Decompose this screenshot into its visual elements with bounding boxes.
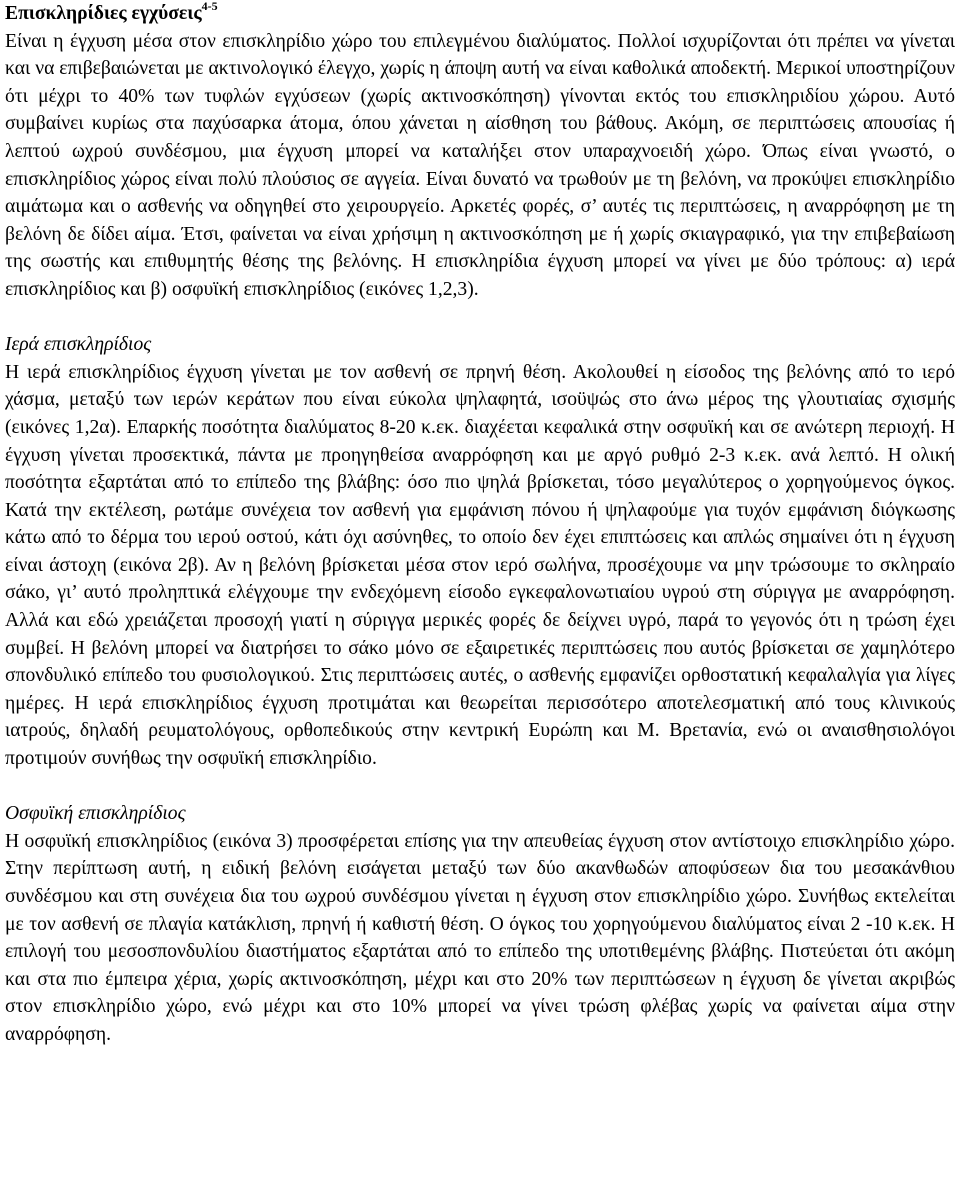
document-page — [5, 0, 955, 1049]
lumbar-epidural-paragraph: Η οσφυϊκή επισκληρίδιος (εικόνα 3) προσφέρεται επίσης για την απευθείας έγχυση στον αντίστοιχο επισκληρίδιο χώρο. Στην περίπτωση αυτή, η ειδική βελόνη εισάγεται μεταξύ των δύο ακανθωδών αποφύσεων δια του μεσακάνθιου συνδέσμου και στη συνέχεια δια του ωχρού συνδέσμου γίνεται η έγχυση στον επισκληρίδιο χώρο. Συνήθως εκτελείται με τον ασθενή σε πλαγία κατάκλιση, πρηνή ή καθιστή θέση. Ο όγκος του χορηγούμενου διαλύματος είναι 2 -10 κ.εκ. Η επιλογή του μεσοσπονδυλίου διαστήματος εξαρτάται από το επίπεδο της υποτιθεμένης βλάβης. Πιστεύεται ότι ακόμη και στα πιο έμπειρα χέρια, χωρίς ακτινοσκόπηση, μέχρι και στο 20% των περιπτώσεων η έγχυση δε γίνεται ακριβώς στον επισκληρίδιο χώρο, ενώ μέχρι και στο 10% μπορεί να γίνει τρώση φλέβας χωρίς να φαίνεται αίμα στην αναρρόφηση. — [5, 830, 955, 1045]
subheading-sacral-epidural: Ιερά επισκληρίδιος — [5, 334, 152, 356]
paragraph-spacer — [5, 304, 955, 332]
intro-paragraph: Είναι η έγχυση μέσα στον επισκληρίδιο χώρο του επιλεγμένου διαλύματος. Πολλοί ισχυρίζονται ότι πρέπει να γίνεται και να επιβεβαιώνεται με ακτινολογικό έλεγχο, χωρίς η άποψη αυτή να είναι καθολικά αποδεκτή. Μερικοί υποστηρίζουν ότι μέχρι το 40% των τυφλών εγχύσεων (χωρίς ακτινοσκόπηση) γίνονται εκτός του επισκληριδίου χώρου. Αυτό συμβαίνει κυρίως στα παχύσαρκα άτομα, όπου χάνεται η αίσθηση του βάθους. Ακόμη, σε περιπτώσεις απουσίας ή λεπτού ωχρού συνδέσμου, μια έγχυση μπορεί να καταλήξει στον υπαραχνοειδή χώρο. Όπως είναι γνωστό, ο επισκληρίδιος χώρος είναι πολύ πλούσιος σε αγγεία. Είναι δυνατό να τρωθούν με τη βελόνη, να προκύψει επισκληρίδιο αιμάτωμα και ο ασθενής να οδηγηθεί στο χειρουργείο. Αρκετές φορές, σ’ αυτές τις περιπτώσεις, η αναρρόφηση με τη βελόνη δε δίδει αίμα. Έτσι, φαίνεται να είναι χρήσιμη η ακτινοσκόπηση με ή χωρίς σκιαγραφικό, για την επιβεβαίωση της σωστής και επιθυμητής θέσης της βελόνης. Η επισκληρίδια έγχυση μπορεί να γίνει με δύο τρόπους: α) ιερά επισκληρίδιος και β) οσφυϊκή επισκληρίδιος (εικόνες 1,2,3). — [5, 30, 955, 300]
subheading-lumbar-epidural: Οσφυϊκή επισκληρίδιος — [5, 803, 186, 825]
sacral-epidural-paragraph: Η ιερά επισκληρίδιος έγχυση γίνεται με τον ασθενή σε πρηνή θέση. Ακολουθεί η είσοδος της βελόνης από το ιερό χάσμα, μεταξύ των ιερών κεράτων που είναι εύκολα ψηλαφητά, ισοϋψώς στο άνω μέρος της γλουτιαίας σχισμής (εικόνες 1,2α). Επαρκής ποσότητα διαλύματος 8-20 κ.εκ. διαχέεται κεφαλικά στην οσφυϊκή και σε ανώτερη περιοχή. Η έγχυση γίνεται προσεκτικά, πάντα με προηγηθείσα αναρρόφηση και με αργό ρυθμό 2-3 κ.εκ. ανά λεπτό. Η ολική ποσότητα εξαρτάται από το επίπεδο της βλάβης: όσο πιο ψηλά βρίσκεται, τόσο μεγαλύτερος ο χορηγούμενος όγκος. Κατά την εκτέλεση, ρωτάμε συνέχεια τον ασθενή για εμφάνιση πόνου ή ψηλαφούμε για τυχόν εμφάνιση διόγκωσης κάτω από το δέρμα του ιερού οστού, κάτι όχι ασύνηθες, το οποίο δεν έχει επιπτώσεις και απλώς σημαίνει ότι η έγχυση είναι άστοχη (εικόνα 2β). Αν η βελόνη βρίσκεται μέσα στον ιερό σωλήνα, προσέχουμε να μην τρώσουμε το σκληραίο σάκο, γι’ αυτό προληπτικά ελέγχουμε την ενδεχόμενη είσοδο εγκεφαλονωτιαίου υγρού στη σύριγγα με αναρρόφηση. Αλλά και εδώ χρειάζεται προσοχή γιατί η σύριγγα μερικές φορές δε δείχνει υγρό, παρά το γεγονός ότι η τρώση έχει συμβεί. Η βελόνη μπορεί να διατρήσει το σάκο μόνο σε εξαιρετικές περιπτώσεις που αυτός βρίσκεται σε χαμηλότερο σπονδυλικό επίπεδο του φυσιολογικού. Στις περιπτώσεις αυτές, ο ασθενής εμφανίζει ορθοστατική κεφαλαλγία για λίγες ημέρες. Η ιερά επισκληρίδιος έγχυση προτιμάται και θεωρείται περισσότερο αποτελεσματική από τους κλινικούς ιατρούς, δηλαδή ρευματολόγους, ορθοπεδικούς στην κεντρική Ευρώπη και Μ. Βρετανία, ενώ οι αναισθησιολόγοι προτιμούν συνήθως την οσφυϊκή επισκληρίδιο. — [5, 361, 955, 770]
section-title — [5, 0, 955, 28]
section-title-text: Επισκληρίδιες εγχύσεις — [5, 3, 202, 24]
title-reference: 4-5 — [201, 0, 218, 14]
paragraph-spacer — [5, 773, 955, 801]
